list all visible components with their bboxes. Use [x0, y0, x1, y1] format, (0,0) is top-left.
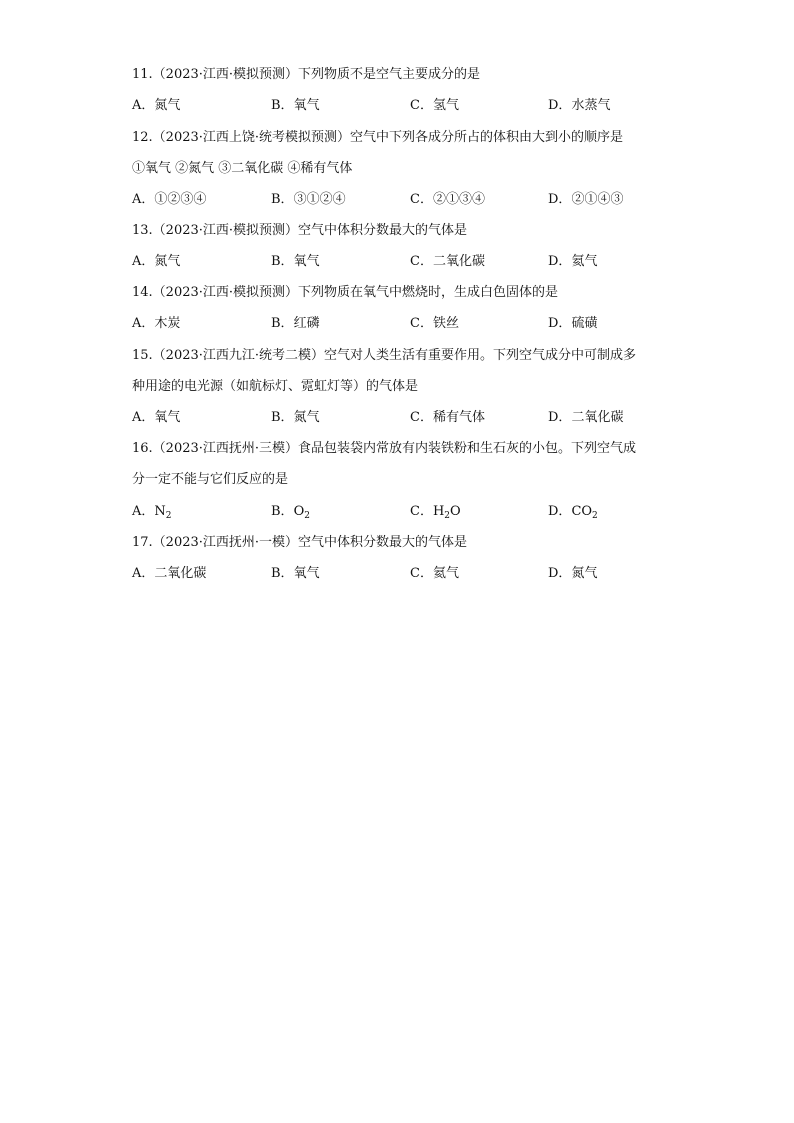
question-12-stem-items: ①氧气 ②氮气 ③二氧化碳 ④稀有气体 [132, 161, 353, 176]
question-16-option-a: A．$N_2$ [132, 504, 172, 521]
question-12-option-c: C．②①③④ [410, 192, 485, 207]
question-16-stem: 16.（2023·江西抚州·三模）食品包装袋内常放有内装铁粉和生石灰的小包。下列空气成 [132, 441, 637, 456]
question-12-stem: 12.（2023·江西上饶·统考模拟预测）空气中下列各成分所占的体积由大到小的顺序是 [132, 130, 624, 145]
question-13-option-b: B．氧气 [271, 254, 320, 269]
question-11-option-a: A．氮气 [132, 98, 181, 113]
question-11-option-b: B．氧气 [271, 98, 320, 113]
question-15-option-c: C．稀有气体 [410, 410, 485, 425]
question-12-option-b: B．③①②④ [271, 192, 346, 207]
question-15-option-d: D．二氧化碳 [548, 410, 624, 425]
question-13-stem: 13.（2023·江西·模拟预测）空气中体积分数最大的气体是 [132, 223, 468, 238]
question-11-option-d: D．水蒸气 [548, 98, 611, 113]
question-15-stem-cont: 种用途的电光源（如航标灯、霓虹灯等）的气体是 [132, 379, 419, 394]
question-12-option-a: A．①②③④ [132, 192, 207, 207]
question-15-stem: 15.（2023·江西九江·统考二模）空气对人类生活有重要作用。下列空气成分中可制成多 [132, 348, 637, 363]
question-13-option-c: C．二氧化碳 [410, 254, 485, 269]
question-15-option-b: B．氮气 [271, 410, 320, 425]
question-17-option-d: D．氮气 [548, 566, 598, 581]
question-13-option-a: A．氮气 [132, 254, 181, 269]
question-14-option-a: A．木炭 [132, 316, 181, 331]
question-13-option-d: D．氦气 [548, 254, 598, 269]
question-16-option-b: B．$O_2$ [271, 504, 310, 521]
question-11-stem: 11.（2023·江西·模拟预测）下列物质不是空气主要成分的是 [132, 67, 481, 82]
question-17-option-a: A．二氧化碳 [132, 566, 207, 581]
question-14-option-b: B．红磷 [271, 316, 320, 331]
question-16-stem-cont: 分一定不能与它们反应的是 [132, 472, 289, 487]
question-16-option-c: C．$H_2O$ [410, 504, 461, 521]
question-14-option-d: D．硫磺 [548, 316, 598, 331]
question-17-option-b: B．氧气 [271, 566, 320, 581]
question-12-option-d: D．②①④③ [548, 192, 624, 207]
question-14-stem: 14.（2023·江西·模拟预测）下列物质在氧气中燃烧时，生成白色固体的是 [132, 285, 559, 300]
question-17-option-c: C．氦气 [410, 566, 459, 581]
question-14-option-c: C．铁丝 [410, 316, 459, 331]
question-11-option-c: C．氢气 [410, 98, 459, 113]
question-16-option-d: D．$CO_2$ [548, 504, 598, 521]
question-15-option-a: A．氧气 [132, 410, 181, 425]
question-17-stem: 17.（2023·江西抚州·一模）空气中体积分数最大的气体是 [132, 535, 468, 550]
